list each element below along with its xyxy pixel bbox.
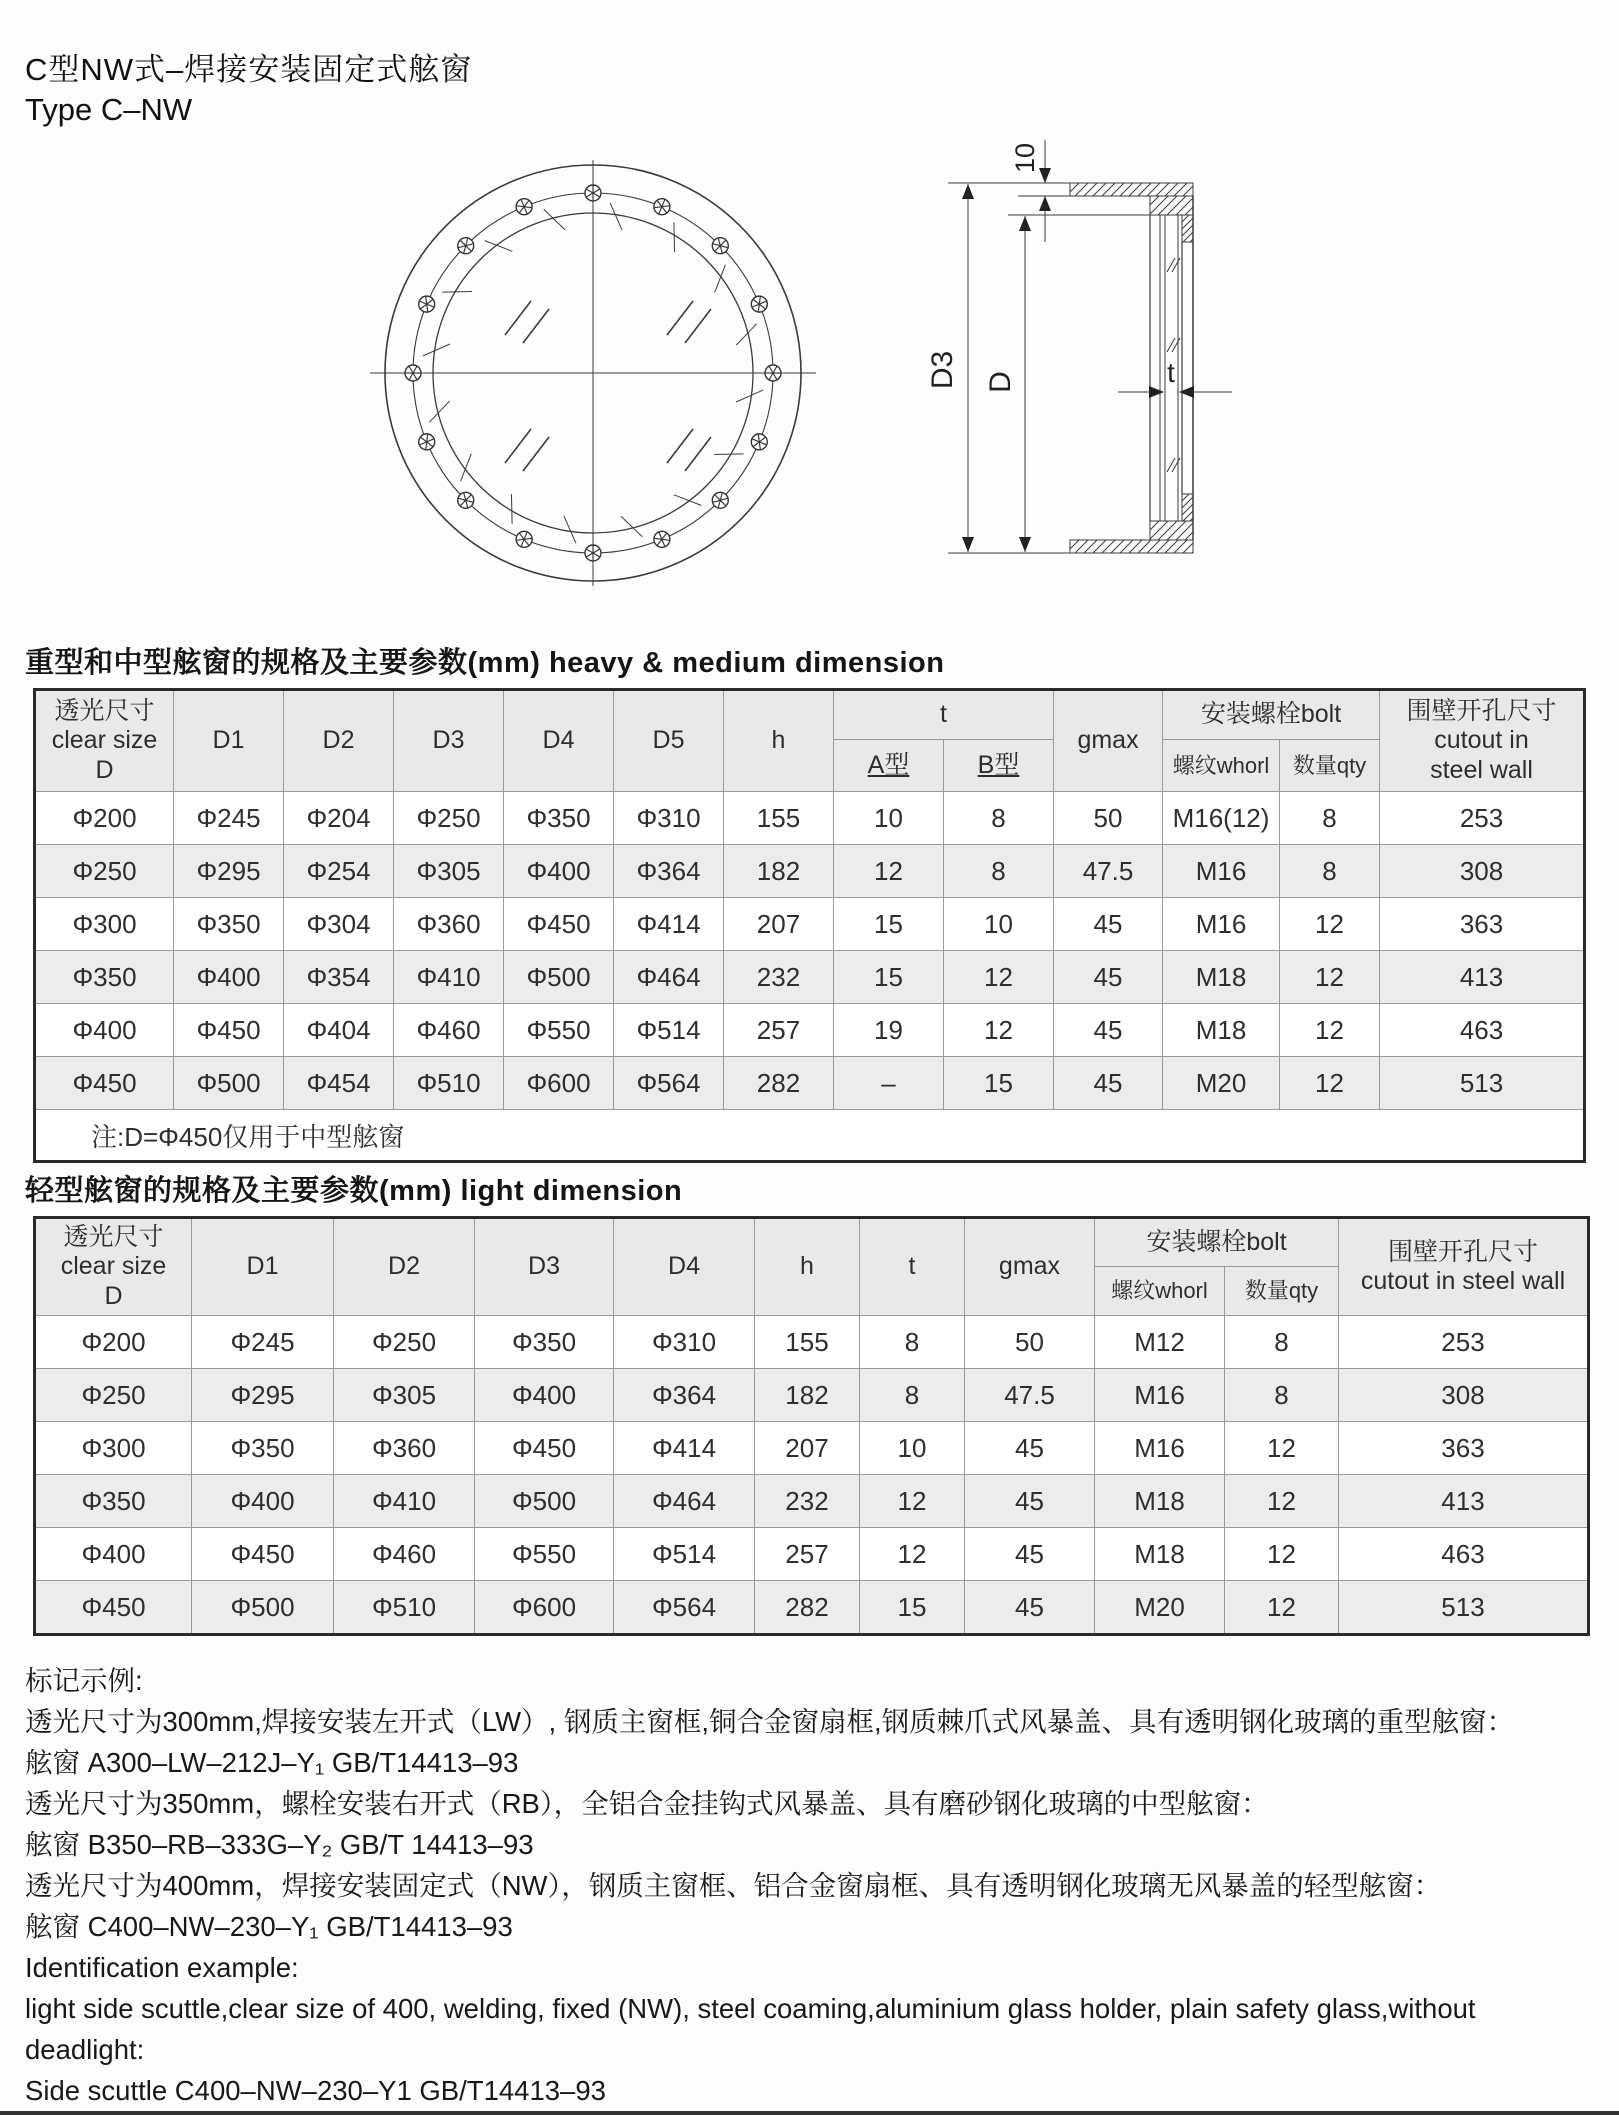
table-cell: 253 [1339, 1316, 1589, 1369]
table-cell: Φ460 [334, 1528, 475, 1581]
table-cell: 8 [1225, 1316, 1339, 1369]
table-cell: Φ360 [394, 898, 504, 951]
table-cell: Φ600 [475, 1581, 614, 1635]
table-cell: 308 [1339, 1369, 1589, 1422]
table-cell: 15 [944, 1057, 1054, 1110]
porthole-front-view-drawing [370, 160, 816, 586]
table-cell: 12 [944, 1004, 1054, 1057]
table-cell: M18 [1095, 1528, 1225, 1581]
table-row [35, 898, 1585, 951]
table-cell: 8 [944, 792, 1054, 845]
table-cell: – [834, 1057, 944, 1110]
table-cell: M16 [1095, 1369, 1225, 1422]
light-table-caption: 轻型舷窗的规格及主要参数(mm) light dimension [25, 1175, 683, 1207]
page-subtitle: Type C–NW [25, 92, 193, 127]
col-header-gmax: gmax [965, 1218, 1095, 1316]
col-header-bolt: 安装螺栓bolt [1095, 1218, 1339, 1267]
table-cell: Φ500 [174, 1057, 284, 1110]
table-cell: Φ204 [284, 792, 394, 845]
examples-cn-lines [25, 1701, 1605, 1947]
examples-title-en: Identification example: [25, 1952, 299, 1983]
heavy-table [33, 688, 1586, 1163]
col-header-gmax: gmax [1054, 690, 1163, 792]
table-cell: Φ450 [174, 1004, 284, 1057]
table-cell: Φ510 [334, 1581, 475, 1635]
table-cell: 15 [860, 1581, 965, 1635]
table-cell: 282 [724, 1057, 834, 1110]
table-cell: 155 [755, 1316, 860, 1369]
table-cell: Φ250 [35, 1369, 192, 1422]
clear-size-symbol: D [104, 1281, 123, 1310]
col-header-d4: D4 [504, 690, 614, 792]
table-cell: 45 [1054, 1057, 1163, 1110]
example-line: 舷窗 B350–RB–333G–Y₂ GB/T 14413–93 [25, 1829, 534, 1860]
table-cell: Φ310 [614, 1316, 755, 1369]
table-cell: Φ310 [614, 792, 724, 845]
col-header-cutout [1380, 690, 1585, 792]
examples-title-cn: 标记示例: [25, 1665, 143, 1696]
table-cell: Φ305 [334, 1369, 475, 1422]
example-line: Side scuttle C400–NW–230–Y1 GB/T14413–93 [25, 2075, 606, 2106]
col-header-d2: D2 [334, 1218, 475, 1316]
table-row [35, 951, 1585, 1004]
table-cell: Φ410 [334, 1475, 475, 1528]
col-header-d4: D4 [614, 1218, 755, 1316]
identification-examples [25, 1660, 1605, 2111]
table-cell: Φ400 [35, 1004, 174, 1057]
clear-size-symbol: D [95, 755, 114, 784]
table-cell: 15 [834, 898, 944, 951]
table-cell: 8 [860, 1316, 965, 1369]
example-line: 透光尺寸为300mm,焊接安装左开式（LW）, 钢质主窗框,铜合金窗扇框,钢质棘爪式风暴盖、具有透明钢化玻璃的重型舷窗： [25, 1706, 1515, 1737]
table-cell: Φ400 [475, 1369, 614, 1422]
table-cell: M18 [1163, 951, 1280, 1004]
table-cell: Φ500 [192, 1581, 334, 1635]
table-cell: 47.5 [965, 1369, 1095, 1422]
table-cell: Φ450 [35, 1581, 192, 1635]
dimension-label-d3: D3 [926, 350, 959, 390]
table-cell: M16 [1095, 1422, 1225, 1475]
table-cell: Φ400 [504, 845, 614, 898]
heavy-table-caption: 重型和中型舷窗的规格及主要参数(mm) heavy & medium dimension [25, 647, 945, 679]
table-cell: Φ400 [35, 1528, 192, 1581]
page-edge-line [0, 2111, 1619, 2115]
table-cell: 207 [724, 898, 834, 951]
table-cell: 45 [965, 1581, 1095, 1635]
col-header-h: h [755, 1218, 860, 1316]
table-cell: 513 [1380, 1057, 1585, 1110]
table-cell: 12 [1280, 1057, 1380, 1110]
dimension-label-d: D [984, 371, 1017, 393]
example-line: deadlight: [25, 2034, 145, 2065]
light-table [33, 1216, 1590, 1636]
col-header-d1: D1 [192, 1218, 334, 1316]
cutout-en2: steel wall [1430, 755, 1533, 784]
table-cell: 253 [1380, 792, 1585, 845]
cutout-cn: 围壁开孔尺寸 [1387, 1237, 1538, 1266]
table-cell: Φ450 [475, 1422, 614, 1475]
table-cell: Φ300 [35, 898, 174, 951]
col-header-bolt: 安装螺栓bolt [1163, 690, 1380, 740]
table-cell: M20 [1163, 1057, 1280, 1110]
table-cell: Φ350 [35, 951, 174, 1004]
table-cell: 8 [1280, 792, 1380, 845]
table-cell: Φ350 [192, 1422, 334, 1475]
col-header-d5: D5 [614, 690, 724, 792]
col-header-d1: D1 [174, 690, 284, 792]
table-cell: 47.5 [1054, 845, 1163, 898]
table-cell: Φ364 [614, 845, 724, 898]
table-cell: M18 [1163, 1004, 1280, 1057]
table-cell: Φ350 [475, 1316, 614, 1369]
table-cell: Φ550 [504, 1004, 614, 1057]
table-cell: 232 [755, 1475, 860, 1528]
table-cell: Φ245 [174, 792, 284, 845]
table-cell: Φ350 [504, 792, 614, 845]
table-cell: 12 [860, 1475, 965, 1528]
table-cell: Φ250 [394, 792, 504, 845]
table-cell: Φ364 [614, 1369, 755, 1422]
table-cell: 363 [1339, 1422, 1589, 1475]
col-header-t: t [834, 690, 1054, 740]
table-cell: 45 [965, 1528, 1095, 1581]
example-line: 舷窗 A300–LW–212J–Y₁ GB/T14413–93 [25, 1747, 519, 1778]
table-cell: Φ400 [192, 1475, 334, 1528]
col-header-qty: 数量qty [1280, 740, 1380, 792]
table-cell: Φ295 [174, 845, 284, 898]
table-cell: 182 [724, 845, 834, 898]
table-cell: M16(12) [1163, 792, 1280, 845]
col-header-whorl: 螺纹whorl [1163, 740, 1280, 792]
example-line: light side scuttle,clear size of 400, welding, fixed (NW), steel coaming,aluminium glass holder, plain safety glass,without [25, 1993, 1476, 2024]
table-cell: Φ295 [192, 1369, 334, 1422]
col-header-d3: D3 [475, 1218, 614, 1316]
col-header-whorl: 螺纹whorl [1095, 1267, 1225, 1316]
table-cell: Φ464 [614, 951, 724, 1004]
table-cell: M16 [1163, 898, 1280, 951]
table-row [35, 1422, 1589, 1475]
table-cell: Φ354 [284, 951, 394, 1004]
table-cell: 45 [1054, 951, 1163, 1004]
clear-size-cn: 透光尺寸 [63, 1222, 164, 1251]
table-row [35, 1316, 1589, 1369]
table-cell: 282 [755, 1581, 860, 1635]
clear-size-en: clear size [60, 1252, 167, 1281]
table-cell: Φ200 [35, 792, 174, 845]
table-cell: Φ360 [334, 1422, 475, 1475]
table-cell: Φ464 [614, 1475, 755, 1528]
dimension-arrows [962, 168, 1194, 552]
table-cell: 12 [1280, 1004, 1380, 1057]
table-cell: 45 [965, 1422, 1095, 1475]
table-row [35, 1004, 1585, 1057]
table-cell: Φ510 [394, 1057, 504, 1110]
table-cell: 413 [1380, 951, 1585, 1004]
table-cell: Φ414 [614, 1422, 755, 1475]
table-cell: Φ454 [284, 1057, 394, 1110]
table-cell: 10 [834, 792, 944, 845]
table-cell: 12 [944, 951, 1054, 1004]
table-cell: Φ245 [192, 1316, 334, 1369]
clear-size-en: clear size [51, 726, 158, 755]
table-cell: 257 [724, 1004, 834, 1057]
table-cell: 12 [1225, 1581, 1339, 1635]
table-cell: Φ514 [614, 1528, 755, 1581]
table-cell: Φ304 [284, 898, 394, 951]
table-cell: M20 [1095, 1581, 1225, 1635]
col-header-t-type-a: A型 [834, 740, 944, 792]
table-cell: Φ450 [504, 898, 614, 951]
table-cell: Φ250 [334, 1316, 475, 1369]
table-cell: 463 [1380, 1004, 1585, 1057]
table-cell: 8 [1225, 1369, 1339, 1422]
col-header-clear-size [35, 690, 174, 792]
col-header-d3: D3 [394, 690, 504, 792]
table-cell: Φ250 [35, 845, 174, 898]
table-cell: Φ460 [394, 1004, 504, 1057]
table-cell: Φ300 [35, 1422, 192, 1475]
table-cell: 413 [1339, 1475, 1589, 1528]
col-header-qty: 数量qty [1225, 1267, 1339, 1316]
table-note: 注:D=Φ450仅用于中型舷窗 [35, 1110, 1585, 1162]
table-cell: M16 [1163, 845, 1280, 898]
table-cell: 45 [965, 1475, 1095, 1528]
cutout-en: cutout in steel wall [1360, 1267, 1566, 1295]
col-header-h: h [724, 690, 834, 792]
cutout-en1: cutout in [1434, 726, 1529, 755]
table-cell: 232 [724, 951, 834, 1004]
table-row [35, 792, 1585, 845]
table-cell: Φ305 [394, 845, 504, 898]
table-cell: Φ550 [475, 1528, 614, 1581]
table-cell: 10 [860, 1422, 965, 1475]
technical-drawing [280, 120, 1310, 620]
col-header-cutout [1339, 1218, 1589, 1316]
col-header-clear-size [35, 1218, 192, 1316]
table-cell: 50 [1054, 792, 1163, 845]
table-cell: M12 [1095, 1316, 1225, 1369]
table-cell: 513 [1339, 1581, 1589, 1635]
table-cell: Φ500 [475, 1475, 614, 1528]
porthole-section-drawing [926, 140, 1232, 553]
table-cell: 308 [1380, 845, 1585, 898]
table-cell: Φ564 [614, 1057, 724, 1110]
table-cell: 12 [1280, 951, 1380, 1004]
table-cell: Φ254 [284, 845, 394, 898]
table-note-row [35, 1110, 1585, 1162]
table-cell: 463 [1339, 1528, 1589, 1581]
table-cell: 12 [834, 845, 944, 898]
cutout-cn: 围壁开孔尺寸 [1406, 696, 1557, 725]
table-cell: 12 [860, 1528, 965, 1581]
page-title: C型NW式–焊接安装固定式舷窗 [25, 52, 473, 87]
table-cell: 45 [1054, 1004, 1163, 1057]
col-header-d2: D2 [284, 690, 394, 792]
table-row [35, 1581, 1589, 1635]
table-cell: Φ414 [614, 898, 724, 951]
table-row [35, 845, 1585, 898]
table-cell: 207 [755, 1422, 860, 1475]
dimension-label-10: 10 [1010, 142, 1040, 174]
table-cell: Φ500 [504, 951, 614, 1004]
table-cell: 10 [944, 898, 1054, 951]
table-cell: Φ350 [174, 898, 284, 951]
table-cell: Φ350 [35, 1475, 192, 1528]
table-cell: 12 [1225, 1475, 1339, 1528]
table-cell: 19 [834, 1004, 944, 1057]
table-cell: Φ514 [614, 1004, 724, 1057]
table-cell: 12 [1280, 898, 1380, 951]
table-row [35, 1528, 1589, 1581]
table-cell: Φ450 [192, 1528, 334, 1581]
table-cell: 8 [944, 845, 1054, 898]
table-cell: 155 [724, 792, 834, 845]
table-cell: M18 [1095, 1475, 1225, 1528]
table-cell: 12 [1225, 1528, 1339, 1581]
table-cell: Φ200 [35, 1316, 192, 1369]
table-cell: 363 [1380, 898, 1585, 951]
table-cell: 12 [1225, 1422, 1339, 1475]
table-cell: 182 [755, 1369, 860, 1422]
table-cell: Φ600 [504, 1057, 614, 1110]
table-cell: 8 [1280, 845, 1380, 898]
table-cell: Φ450 [35, 1057, 174, 1110]
table-cell: 45 [1054, 898, 1163, 951]
table-cell: Φ564 [614, 1581, 755, 1635]
table-cell: 8 [860, 1369, 965, 1422]
table-row [35, 1475, 1589, 1528]
example-line: 舷窗 C400–NW–230–Y₁ GB/T14413–93 [25, 1911, 513, 1942]
col-header-t: t [860, 1218, 965, 1316]
table-cell: Φ410 [394, 951, 504, 1004]
clear-size-cn: 透光尺寸 [54, 696, 155, 725]
table-cell: 257 [755, 1528, 860, 1581]
example-line: 透光尺寸为350mm，螺栓安装右开式（RB），全铝合金挂钩式风暴盖、具有磨砂钢化玻璃的中型舷窗： [25, 1788, 1269, 1819]
example-line: 透光尺寸为400mm，焊接安装固定式（NW），钢质主窗框、铝合金窗扇框、具有透明钢化玻璃无风暴盖的轻型舷窗： [25, 1870, 1442, 1901]
glass-hatch-marks [505, 301, 711, 471]
table-cell: Φ404 [284, 1004, 394, 1057]
table-cell: Φ400 [174, 951, 284, 1004]
table-row [35, 1057, 1585, 1110]
table-row [35, 1369, 1589, 1422]
table-cell: 50 [965, 1316, 1095, 1369]
examples-en-lines [25, 1988, 1605, 2111]
col-header-t-type-b: B型 [944, 740, 1054, 792]
dimension-label-t: t [1167, 357, 1175, 388]
table-cell: 15 [834, 951, 944, 1004]
